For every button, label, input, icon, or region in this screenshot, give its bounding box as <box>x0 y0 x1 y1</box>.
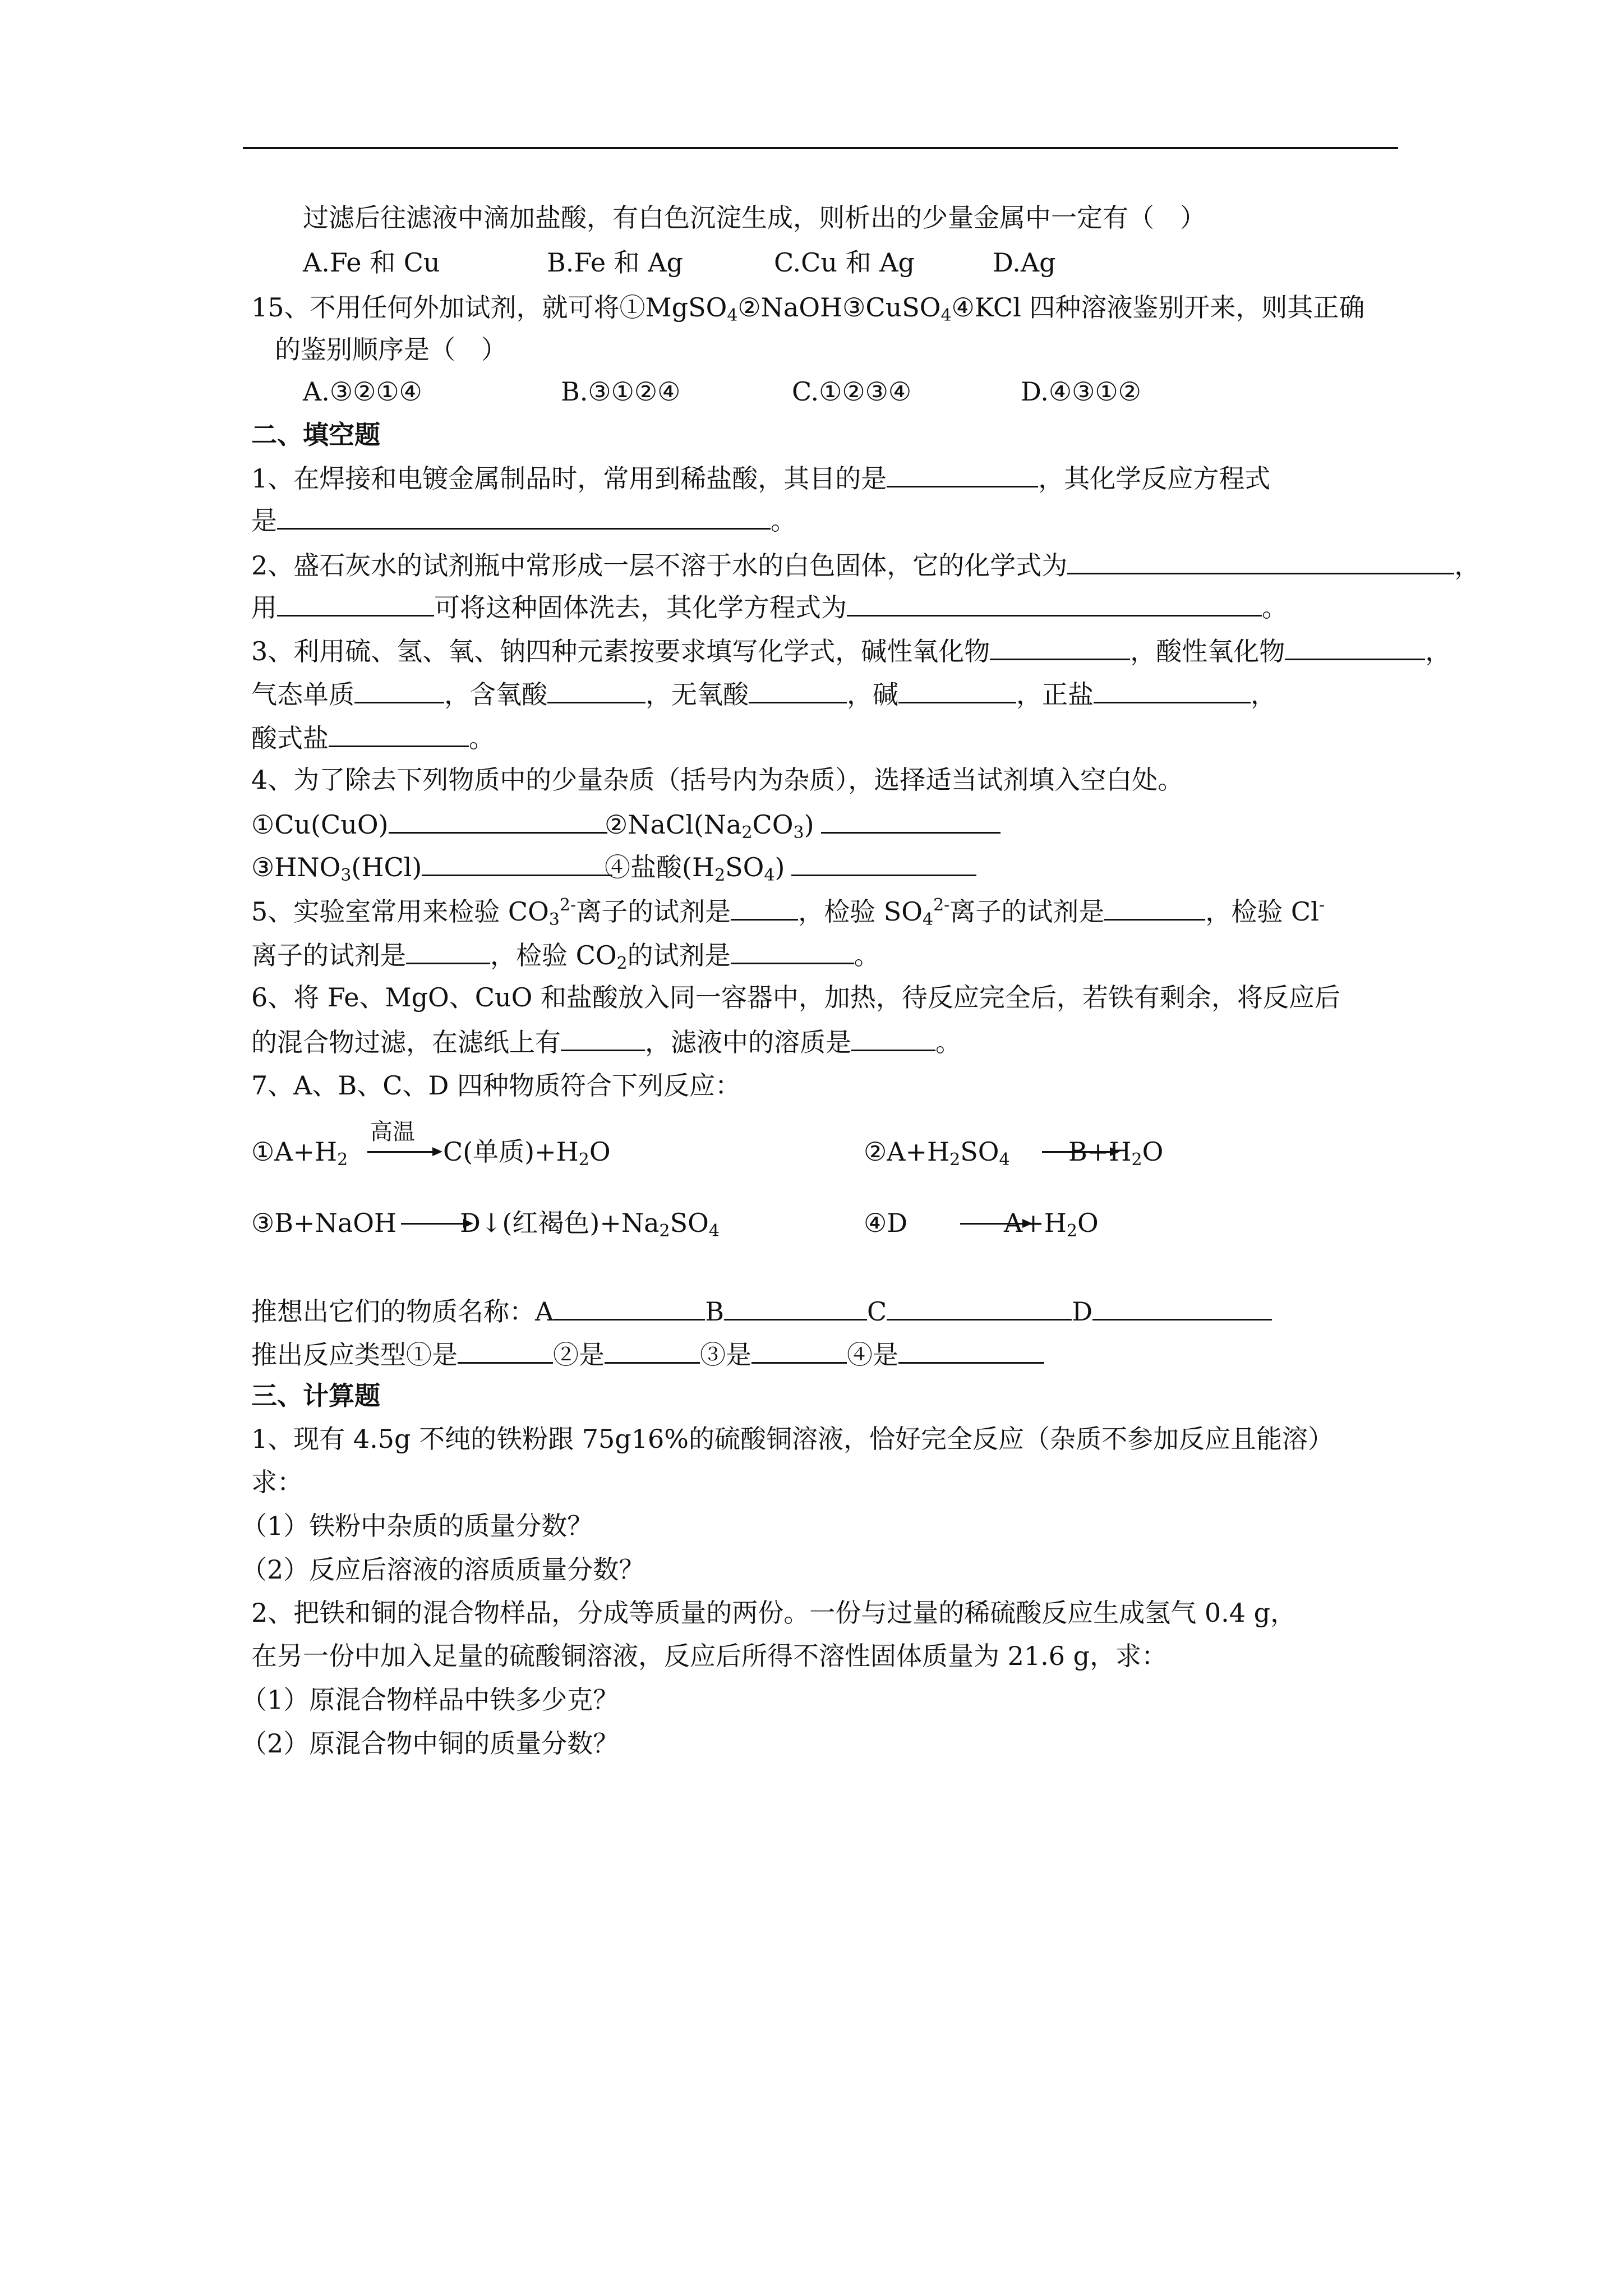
calc-q2-line1: 2、把铁和铜的混合物样品，分成等质量的两份。一份与过量的稀硫酸反应生成氢气 0.4 g， <box>251 1598 1297 1628</box>
answer-blank[interactable] <box>724 1293 867 1320</box>
q15-option-d: D.④③①② <box>1021 376 1141 407</box>
q15-question-line2: 的鉴别顺序是（ ） <box>275 334 507 365</box>
answer-blank[interactable] <box>1094 676 1251 703</box>
fill-q7-types: 推出反应类型①是 ②是 ③是 ④是 <box>251 1336 1044 1372</box>
answer-blank[interactable] <box>731 893 798 921</box>
reaction-3-products: D↓(红褐色)$+Na_2SO_4$ <box>460 1208 720 1241</box>
fill-q1-line2: 是 。 <box>251 502 796 537</box>
fill-q4-title: 4、为了除去下列物质中的少量杂质（括号内为杂质），选择适当试剂填入空白处。 <box>251 765 1184 795</box>
calc-q2-part2: （2）原混合物中铜的质量分数？ <box>241 1728 619 1759</box>
fill-q2-line1: 2、盛石灰水的试剂瓶中常形成一层不溶于水的白色固体，它的化学式为 ， <box>251 547 1480 582</box>
section-fill-in-title: 二、填空题 <box>251 420 380 450</box>
answer-blank[interactable] <box>458 1336 553 1364</box>
fill-q4-item1: ①Cu(CuO) <box>251 806 607 841</box>
q15-option-a: A.③②①④ <box>303 376 422 407</box>
q14-option-d: D.Ag <box>993 247 1056 278</box>
reaction-3-reactants: ③B+NaOH <box>251 1208 397 1238</box>
fill-q4-item2: $②NaCl(Na_2CO_3)$ <box>605 806 1000 841</box>
reaction-1-arrow <box>367 1151 440 1153</box>
answer-blank[interactable] <box>898 1336 1044 1364</box>
answer-blank[interactable] <box>561 1024 645 1051</box>
reaction-1-products: C(单质)$+H_2O$ <box>443 1137 611 1170</box>
answer-blank[interactable] <box>898 676 1016 703</box>
answer-blank[interactable] <box>1092 1293 1272 1320</box>
calc-q2-line2: 在另一份中加入足量的硫酸铜溶液，反应后所得不溶性固体质量为 21.6 g，求： <box>251 1641 1168 1671</box>
q15-option-b: B.③①②④ <box>561 376 681 407</box>
q14-continuation: 过滤后往滤液中滴加盐酸，有白色沉淀生成，则析出的少量金属中一定有（ ） <box>303 203 1206 233</box>
answer-blank[interactable] <box>887 1293 1072 1320</box>
answer-blank[interactable] <box>329 720 469 747</box>
fill-q4-item4: ④盐酸$(H_2SO_4)$ <box>605 849 976 884</box>
answer-blank[interactable] <box>547 676 645 703</box>
answer-blank[interactable] <box>406 937 490 964</box>
answer-blank[interactable] <box>389 806 607 834</box>
reaction-4-products: $A+H_2O$ <box>1004 1208 1099 1241</box>
answer-blank[interactable] <box>1285 633 1425 660</box>
answer-blank[interactable] <box>1104 893 1205 921</box>
fill-q6-line1: 6、将 Fe、MgO、CuO 和盐酸放入同一容器中，加热，待反应完全后，若铁有剩余，将反应后 <box>251 982 1340 1013</box>
fill-q7-names: 推想出它们的物质名称：A B C D <box>251 1293 1272 1328</box>
reaction-1-reactants: $①A+H_2$ <box>251 1137 348 1170</box>
fill-q6-line2: 的混合物过滤，在滤纸上有 ，滤液中的溶质是 。 <box>251 1024 961 1059</box>
answer-blank[interactable] <box>990 633 1130 660</box>
calc-q1-line2: 求： <box>251 1467 303 1497</box>
answer-blank[interactable] <box>422 849 612 876</box>
q15-option-c: C.①②③④ <box>792 376 912 407</box>
answer-blank[interactable] <box>821 806 1000 834</box>
reaction-2-products: $B+H_2O$ <box>1068 1137 1164 1170</box>
fill-q5-line1: 5、实验室常用来检验 $CO_3^{2-}$离子的试剂是 ，检验 $SO_4^{2-}$离子的试剂是 ，检验 Cl- <box>251 893 1325 928</box>
answer-blank[interactable] <box>277 502 771 530</box>
section-calculation-title: 三、计算题 <box>251 1381 380 1411</box>
answer-blank[interactable] <box>791 849 976 876</box>
answer-blank[interactable] <box>277 589 434 616</box>
q14-option-b: B.Fe 和 Ag <box>547 247 683 278</box>
calc-q1-part2: （2）反应后溶液的溶质质量分数？ <box>241 1554 645 1585</box>
q14-option-c: C.Cu 和 Ag <box>774 247 915 278</box>
fill-q5-line2: 离子的试剂是 ，检验 $CO_2$的试剂是 。 <box>251 937 880 972</box>
answer-blank[interactable] <box>749 676 847 703</box>
answer-blank[interactable] <box>354 676 444 703</box>
q14-option-a: A.Fe 和 Cu <box>303 247 440 278</box>
fill-q3-line1: 3、利用硫、氢、氧、钠四种元素按要求填写化学式，碱性氧化物 ，酸性氧化物 ， <box>251 633 1451 668</box>
fill-q4-item3: $③HNO_3(HCl)$ <box>251 849 612 884</box>
q15-question: 15、不用任何外加试剂，就可将①MgSO$_4$②NaOH③CuSO$_4$④KCl 四种溶液鉴别开来，则其正确 <box>251 292 1365 325</box>
calc-q1-part1: （1）铁粉中杂质的质量分数？ <box>241 1511 593 1541</box>
reaction-2-reactants: $②A+H_2SO_4$ <box>864 1137 1010 1170</box>
answer-blank[interactable] <box>605 1336 700 1364</box>
calc-q2-part1: （1）原混合物样品中铁多少克？ <box>241 1685 619 1715</box>
answer-blank[interactable] <box>751 1336 847 1364</box>
fill-q2-line2: 用 可将这种固体洗去，其化学方程式为 。 <box>251 589 1288 624</box>
calc-q1-line1: 1、现有 4.5g 不纯的铁粉跟 75g16%的硫酸铜溶液，恰好完全反应（杂质不参加反应且能溶） <box>251 1424 1334 1454</box>
fill-q7-title: 7、A、B、C、D 四种物质符合下列反应： <box>251 1070 741 1101</box>
reaction-1-condition: 高温 <box>370 1119 415 1145</box>
answer-blank[interactable] <box>731 937 854 964</box>
answer-blank[interactable] <box>554 1293 705 1320</box>
answer-blank[interactable] <box>887 460 1038 487</box>
fill-q3-line2: 气态单质 ，含氧酸 ，无氧酸 ，碱 ，正盐 ， <box>251 676 1276 711</box>
fill-q1-line1: 1、在焊接和电镀金属制品时，常用到稀盐酸，其目的是 ，其化学反应方程式 <box>251 460 1270 495</box>
answer-blank[interactable] <box>851 1024 935 1051</box>
header-rule <box>243 147 1398 149</box>
fill-q3-line3: 酸式盐 。 <box>251 720 495 755</box>
answer-blank[interactable] <box>847 589 1262 616</box>
answer-blank[interactable] <box>1067 547 1454 574</box>
reaction-4-reactants: ④D <box>864 1208 908 1238</box>
